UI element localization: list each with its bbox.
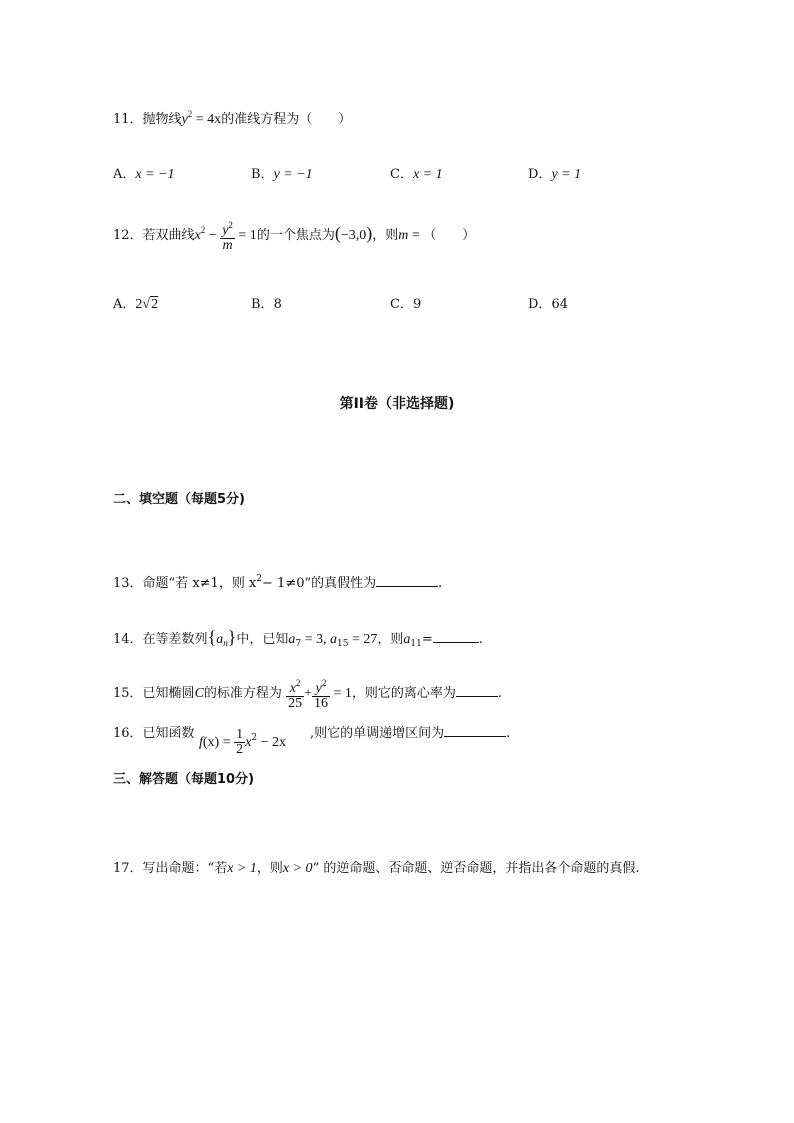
option-a[interactable]: A．2√2 <box>113 297 159 312</box>
question-13: 13．命题“若 x≠1，则 $x^2- 1\ne 0$”的真假性为 . <box>113 574 443 591</box>
question-15: 15．已知椭圆C的标准方程为 $\frac{x^2}{25}$ + $\frac{y^2}{16}$ = 1，则它的离心率为 . <box>113 678 503 711</box>
question-16: 16．已知函数 <box>113 726 195 741</box>
fraction: $\frac{y^2}{m}$ <box>222 220 233 253</box>
option-a[interactable]: A．x = −1 <box>113 167 175 182</box>
function-expression: f(x) = $\frac{1}{2}$ $x^2 - 2x$ <box>199 727 286 757</box>
answer-blank[interactable] <box>444 724 506 737</box>
answer-blank[interactable] <box>376 574 438 587</box>
question-number: 11． <box>113 112 143 127</box>
question-11: 11．抛物线$y^2 = 4x$的准线方程为（ ） <box>113 109 352 127</box>
option-b[interactable]: B．8 <box>251 297 282 312</box>
option-c[interactable]: C．9 <box>390 297 422 312</box>
section-title: 第II卷（非选择题) <box>339 396 455 412</box>
part-heading-fill-in: 二、填空题（每题5分) <box>113 492 245 507</box>
answer-blank[interactable] <box>433 630 479 643</box>
question-17: 17．写出命题：“若x > 1，则x > 0” 的逆命题、否命题、逆否命题，并指出各个命题的真假. <box>113 861 640 876</box>
fraction: $\frac{x^2}{25}$ <box>288 678 303 711</box>
question-12: 12．若双曲线$x^2$ − $\frac{y^2}{m}$ = 1的一个焦点为(−3,0)，则m = （ ） <box>113 220 476 253</box>
question-number: 12． <box>113 228 143 243</box>
question-14: 14．在等差数列$\{a_n\}$中，已知$a_7 = 3$, $a_{15} = 27$，则$a_{11}=$ . <box>113 627 483 649</box>
option-c[interactable]: C．x = 1 <box>390 167 443 182</box>
answer-blank[interactable] <box>456 684 498 697</box>
question-16-tail: ,则它的单调递增区间为 . <box>310 726 511 741</box>
option-b[interactable]: B．y = −1 <box>251 167 313 182</box>
fraction: $\frac{y^2}{16}$ <box>313 678 328 711</box>
part-heading-solve: 三、解答题（每题10分) <box>113 772 255 787</box>
option-d[interactable]: D．y = 1 <box>528 167 582 182</box>
equation: $y^2 = 4x$ <box>181 109 222 127</box>
option-d[interactable]: D．64 <box>528 297 568 312</box>
